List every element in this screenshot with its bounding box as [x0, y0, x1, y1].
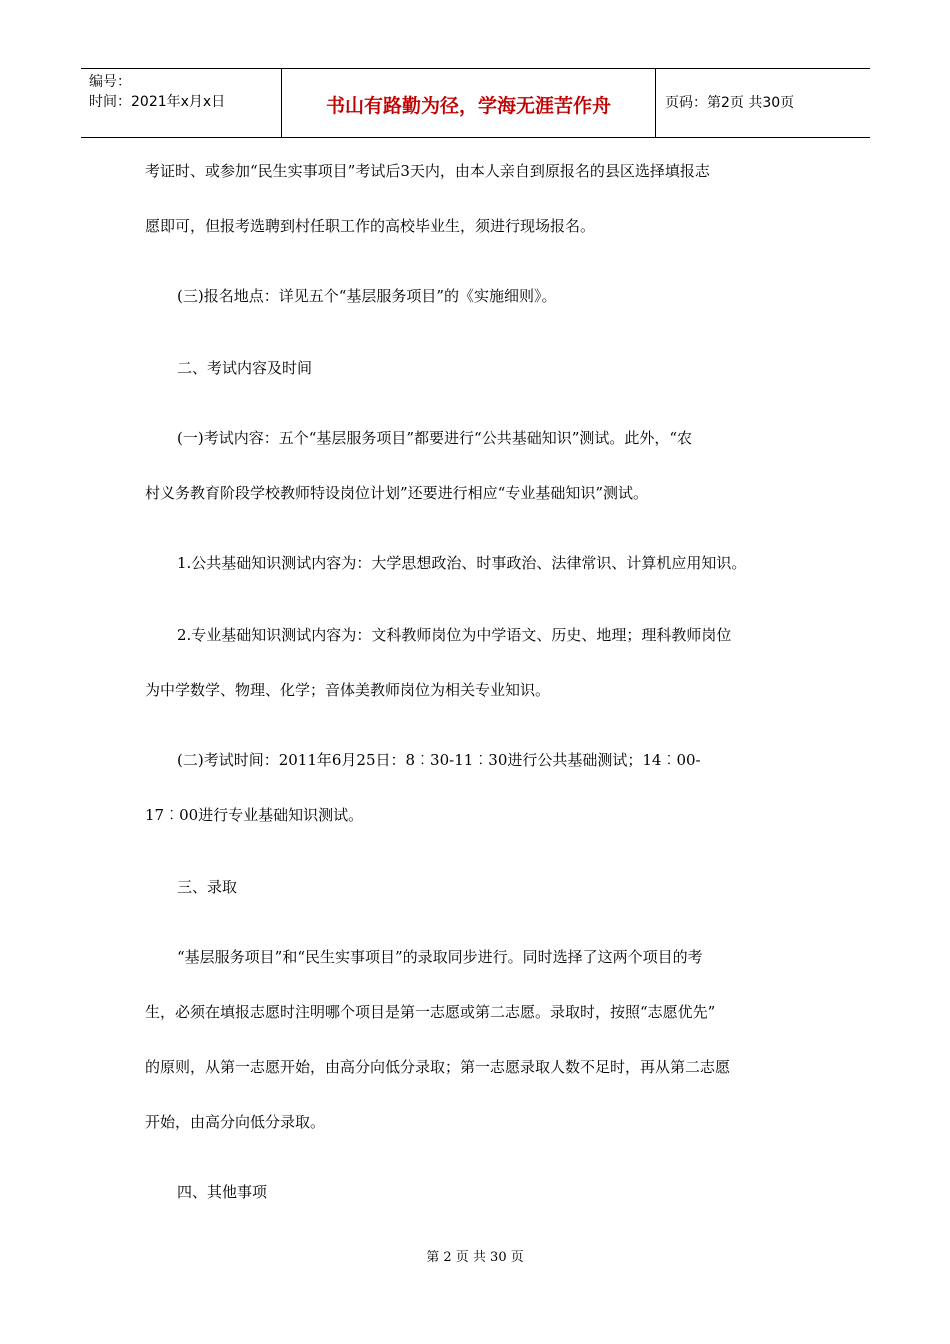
body-line: “基层服务项目”和“民生实事项目”的录取同步进行。同时选择了这两个项目的考: [177, 948, 703, 966]
body-line: 为中学数学、物理、化学；音体美教师岗位为相关专业知识。: [145, 681, 551, 699]
body-line: 17︰00进行专业基础知识测试。: [145, 806, 364, 824]
body-line: 考证时、或参加“民生实事项目”考试后3天内，由本人亲自到原报名的县区选择填报志: [145, 162, 710, 180]
header-slogan: 书山有路勤为径，学海无涯苦作舟: [325, 95, 611, 117]
page-header: [81, 68, 870, 138]
body-line: 2.专业基础知识测试内容为：文科教师岗位为中学语文、历史、地理；理科教师岗位: [177, 626, 732, 644]
body-line: (二)考试时间：2011年6月25日：8︰30-11︰30进行公共基础测试；14︰00-: [177, 751, 701, 769]
body-line: (三)报名地点：详见五个“基层服务项目”的《实施细则》。: [177, 287, 557, 305]
section-heading: 二、考试内容及时间: [177, 359, 313, 377]
body-line: 愿即可，但报考选聘到村任职工作的高校毕业生，须进行现场报名。: [145, 217, 596, 235]
header-left-cell: [81, 69, 281, 137]
body-line: 生，必须在填报志愿时注明哪个项目是第一志愿或第二志愿。录取时，按照“志愿优先”: [145, 1003, 716, 1021]
body-line: 的原则，从第一志愿开始，由高分向低分录取；第一志愿录取人数不足时，再从第二志愿: [145, 1058, 731, 1076]
header-page-info: 页码：第2页 共30页: [665, 95, 795, 111]
body-line: 村义务教育阶段学校教师特设岗位计划”还要进行相应“专业基础知识”测试。: [145, 484, 649, 502]
body-line: (一)考试内容：五个“基层服务项目”都要进行“公共基础知识”测试。此外，“农: [177, 429, 693, 447]
header-right-cell: [655, 69, 870, 137]
page-footer: 第 2 页 共 30 页: [426, 1250, 524, 1265]
document-number-label: 编号：: [89, 74, 131, 90]
section-heading: 四、其他事项: [177, 1183, 268, 1201]
body-line: 1.公共基础知识测试内容为：大学思想政治、时事政治、法律常识、计算机应用知识。: [177, 554, 747, 572]
body-line: 开始，由高分向低分录取。: [145, 1113, 326, 1131]
section-heading: 三、录取: [177, 878, 238, 896]
document-time-label: 时间：2021年x月x日: [89, 94, 226, 110]
header-middle-cell: [281, 69, 656, 137]
